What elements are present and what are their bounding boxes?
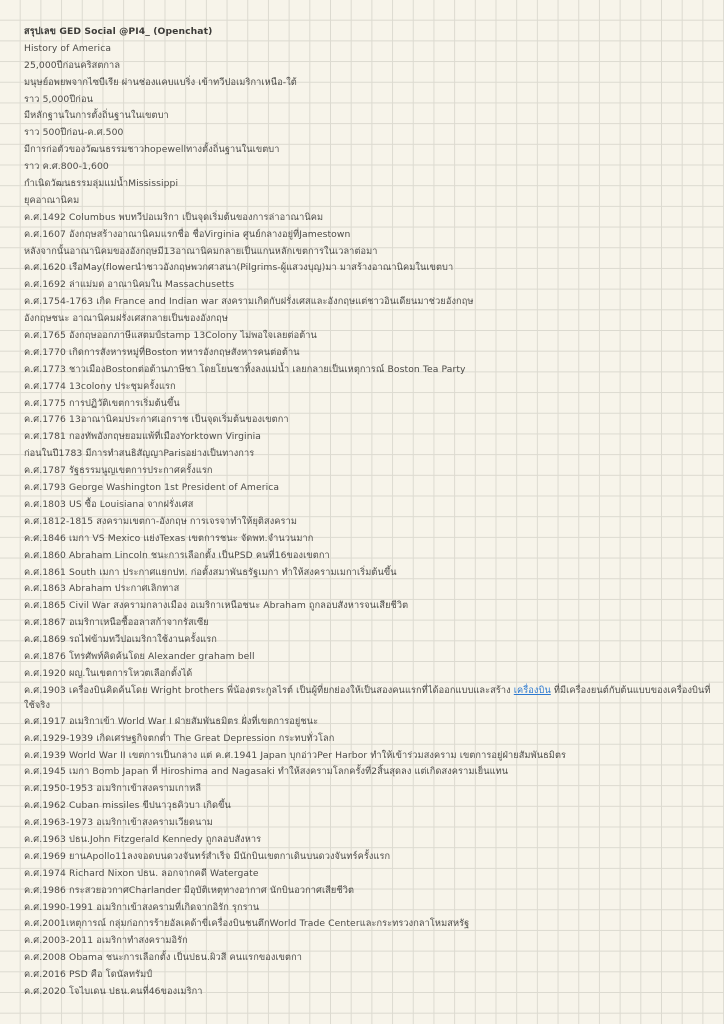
note-line: ค.ศ.1775 การปฏิวัติเขตการเริ่มต้นขึ้น — [24, 397, 180, 409]
note-line: ค.ศ.1963 ปธน.John Fitzgerald Kennedy ถูกลอบสังหาร — [24, 833, 262, 845]
note-line: ค.ศ.1793 George Washington 1st President of America — [24, 482, 280, 494]
note-line: ค.ศ.1787 รัฐธรรมนูญเขตการประกาศครั้งแรก — [24, 465, 213, 477]
note-line: ค.ศ.1945 เมกา Bomb Japan ที่ Hiroshima and Nagasaki ทำให้สงครามโลกครั้งที่2สิ้นสุดลง แต่เกิดสงครามเย็นแทน — [24, 766, 509, 778]
wrapped-text-after: ที่มีเครื่องยนต์กับต้นแบบของเครื่องบินที่ใช้จริง — [24, 684, 711, 712]
note-title: สรุปเลข GED Social @PI4_ (Openchat) — [24, 26, 213, 37]
note-line: ราว 5,000ปีก่อน — [24, 93, 93, 105]
note-line: มีหลักฐานในการตั้งถิ่นฐานในเขตบา — [24, 110, 169, 122]
timeline-block-late — [24, 714, 714, 1001]
note-line: ค.ศ.1917 อเมริกาเข้า World War I ฝ่ายสัมพันธมิตร ฝั่งที่เขตการอยู่ชนะ — [24, 715, 319, 727]
note-line: ค.ศ.1492 Columbus พบทวีปอเมริกา เป็นจุดเริ่มต้นของการล่าอาณานิคม — [24, 211, 324, 223]
note-line: อังกฤษชนะ อาณานิคมฝรั่งเศสกลายเป็นของอังกฤษ — [24, 313, 228, 325]
note-line: ค.ศ.1986 กระสวยอวกาศCharlander มีอุบัติเหตุทางอากาศ นักบินอวกาศเสียชีวิต — [24, 884, 355, 896]
note-line: ค.ศ.1865 Civil War สงครามกลางเมือง อเมริกาเหนือชนะ Abraham ถูกลอบสังหารจนเสียชีวิต — [24, 600, 409, 612]
note-line: ค.ศ.1990-1991 อเมริกาเข้าสงครามที่เกิดจากอิรัก รุกราน — [24, 901, 260, 913]
note-line: ค.ศ.1781 กองทัพอังกฤษยอมแพ้ที่เมืองYorktown Virginia — [24, 431, 262, 443]
note-line: ค.ศ.1863 Abraham ประกาศเลิกทาส — [24, 583, 180, 595]
note-line: ค.ศ.1962 Cuban missiles ขีปนาวุธคิวบา เกิดขึ้น — [24, 800, 231, 812]
note-line: กำเนิดวัฒนธรรมลุ่มแม่น้ำMississippi — [24, 178, 179, 190]
note-line: ยุคอาณานิคม — [24, 194, 80, 206]
note-line: ค.ศ.1754-1763 เกิด France and Indian war สงครามเกิดกับฝรั่งเศสและอังกฤษแต่ชาวอินเดียนมาช่วยอังกฤษ — [24, 296, 474, 308]
note-line: ค.ศ.1929-1939 เกิดเศรษฐกิจตกต่ำ The Great Depression กระทบทั่วโลก — [24, 732, 335, 744]
note-line: ค.ศ.1846 เมกา VS Mexico แย่งTexas เขตการชนะ จัดพท.จำนวนมาก — [24, 532, 314, 544]
note-line: ค.ศ.1974 Richard Nixon ปธน. ลอกจากคดี Watergate — [24, 867, 259, 879]
note-line: ค.ศ.1869 รถไฟข้ามทวีปอเมริกาใช้งานครั้งแรก — [24, 634, 217, 646]
note-line: 25,000ปีก่อนคริสตกาล — [24, 59, 121, 71]
note-line: ค.ศ.2016 PSD คือ โดนัลทรัมป์ — [24, 969, 153, 981]
note-line: ค.ศ.1920 ผญ.ในเขตการโหวตเลือกตั้งได้ — [24, 667, 193, 679]
note-line: ค.ศ.2020 โจไบเดน ปธน.คนที่46ของเมริกา — [24, 985, 203, 997]
note-line: ค.ศ.1876 โทรศัพท์คิดค้นโดย Alexander graham bell — [24, 650, 255, 662]
note-line: History of America — [24, 42, 112, 54]
note-line: ค.ศ.1950-1953 อเมริกาเข้าสงครามเกาหลี — [24, 783, 202, 795]
note-line: ค.ศ.1770 เกิดการสังหารหมู่ที่Boston ทหารอังกฤษสังหารคนต่อต้าน — [24, 346, 300, 358]
note-line: ค.ศ.1861 South เมกา ประกาศแยกปท. ก่อตั้งสมาพันธรัฐเมกา ทำให้สงครามเมกาเริ่มต้นขึ้น — [24, 566, 397, 578]
note-line: ค.ศ.2008 Obama ชนะการเลือกตั้ง เป็นปธน.ผิวสี คนแรกของเขตกา — [24, 952, 303, 964]
note-line: ค.ศ.1776 13อาณานิคมประกาศเอกราช เป็นจุดเริ่มต้นของเขตกา — [24, 414, 289, 426]
note-line: ค.ศ.1963-1973 อเมริกาเข้าสงครามเวียดนาม — [24, 817, 213, 829]
note-line: ค.ศ.2001เหตุการณ์ กลุ่มก่อการร้ายอัลเคด้าขี่เครื่องบินชนตึกWorld Trade Centerและกระทรวงกลาโหมสหรัฐ — [24, 918, 470, 930]
note-line: มีการก่อตัวของวัฒนธรรมชาวhopewellทางตั้งถิ่นฐานในเขตบา — [24, 144, 280, 156]
highlighted-word[interactable]: เครื่องบิน — [513, 684, 551, 696]
note-line: ราว ค.ศ.800-1,600 — [24, 161, 109, 173]
timeline-block-early — [24, 41, 714, 683]
note-line: ราว 500ปีก่อน-ค.ศ.500 — [24, 127, 124, 139]
notes-page — [24, 24, 714, 1001]
note-line: มนุษย์อพยพจากไซบีเรีย ผ่านช่องแคบแบริ่ง เข้าทวีปอเมริกาเหนือ-ใต้ — [24, 76, 297, 88]
note-line: ค.ศ.1607 อังกฤษสร้างอาณานิคมแรกชื่อ ชื่อVirginia ศูนย์กลางอยู่ที่Jamestown — [24, 228, 351, 240]
note-line: ค.ศ.1692 ล่าแม่มด อาณานิคมใน Massachusetts — [24, 279, 235, 291]
note-line: ค.ศ.2003-2011 อเมริกาทำสงครามอิรัก — [24, 935, 188, 947]
note-line: ค.ศ.1765 อังกฤษออกภาษีแสตมป์stamp 13Colony ไม่พอใจเลยต่อต้าน — [24, 330, 317, 342]
note-line-1903 — [24, 683, 714, 714]
note-line: ค.ศ.1867 อเมริกาเหนือซื้ออลาสก้าจากรัสเซีย — [24, 617, 209, 629]
note-line: ค.ศ.1620 เรือMay(flowerนำชาวอังกฤษพวกศาสนา(Pilgrims-ผู้แสวงบุญ)มา มาสร้างอาณานิคมในเขตบา — [24, 262, 454, 274]
note-line: ค.ศ.1969 ยานApollo11ลงจอดบนดวงจันทร์สำเร็จ มีนักบินเขตกาเดินบนดวงจันทร์ครั้งแรก — [24, 850, 391, 862]
note-line: ค.ศ.1812-1815 สงครามเขตกา-อังกฤษ การเจรจาทำให้ยุติสงคราม — [24, 515, 297, 527]
note-line: ค.ศ.1860 Abraham Lincoln ชนะการเลือกตั้ง เป็นPSD คนที่16ของเขตกา — [24, 549, 330, 561]
note-line: ค.ศ.1773 ชาวเมืองBostonต่อต้านภาษีชา โดยโยนชาทิ้งลงแม่น้ำ เลยกลายเป็นเหตุการณ์ Boston Tea Party — [24, 363, 466, 375]
note-line: ค.ศ.1774 13colony ประชุมครั้งแรก — [24, 380, 176, 392]
wrapped-text-before: ค.ศ.1903 เครื่องบินคิดค้นโดย Wright brothers พี่น้องตระกูลไรต์ เป็นผู้ที่ยกย่องให้เป็นสองคนแรกที่ได้ออกแบบและสร้าง — [24, 684, 514, 696]
note-line: ก่อนในปี1783 มีการทำสนธิสัญญาParisอย่างเป็นทางการ — [24, 448, 255, 460]
note-line: ค.ศ.1939 World War II เขตการเป็นกลาง แต่ ค.ศ.1941 Japan บุกอ่าวPer Harbor ทำให้เข้าร่วมสงคราม เขตการอยู่ฝ่ายสัมพันธมิตร — [24, 749, 567, 761]
note-line: หลังจากนั้นอาณานิคมของอังกฤษมี13อาณานิคมกลายเป็นแกนหลักเขตการในเวลาต่อมา — [24, 245, 378, 257]
note-line: ค.ศ.1803 US ซื้อ Louisiana จากฝรั่งเศส — [24, 498, 194, 510]
